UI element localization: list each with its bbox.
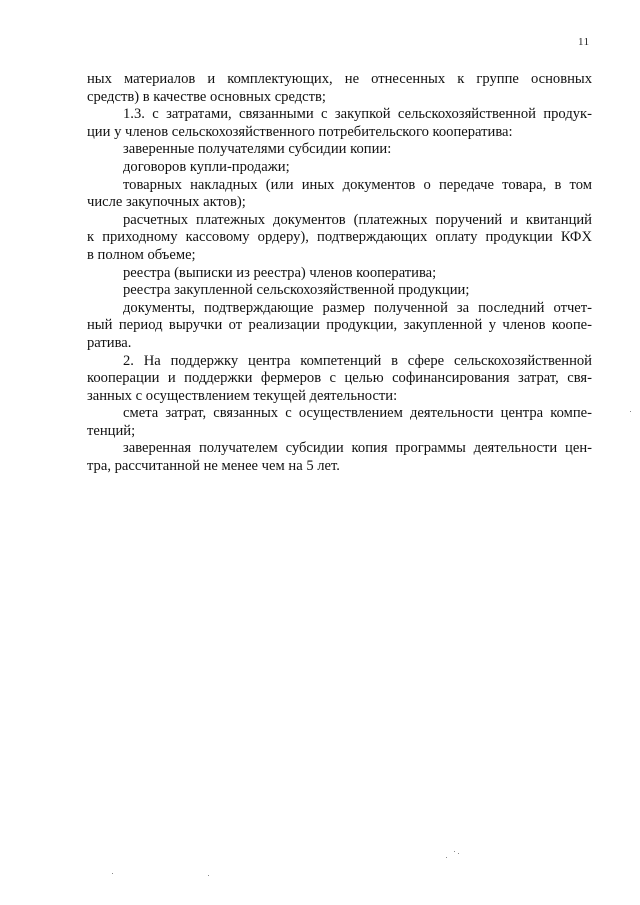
text-line: в полном объеме; (87, 246, 196, 263)
scan-speck (630, 411, 631, 412)
text-line: ных материалов и комплектующих, не отнесенных к группе основных (87, 71, 592, 87)
scan-speck (112, 873, 113, 874)
scan-speck (208, 875, 209, 876)
text-line: реестра (выписки из реестра) членов кооператива; (123, 264, 437, 281)
text-line: заверенные получателями субсидии копии: (123, 141, 392, 158)
document-body (87, 71, 592, 476)
text-line: к приходному кассовому ордеру), подтверждающих оплату продукции КФХ (87, 229, 592, 246)
text-line: 2. На поддержку центра компетенций в сфере сельскохозяйственной (123, 352, 592, 369)
text-line: товарных накладных (или иных документов о передаче товара, в том (123, 176, 592, 193)
scan-speck (446, 857, 447, 858)
text-line: договоров купли-продажи; (123, 158, 290, 175)
text-line: 1.3. с затратами, связанными с закупкой сельскохозяйственной продук- (123, 106, 592, 123)
text-line: тра, рассчитанной не менее чем на 5 лет. (87, 458, 340, 475)
text-line: ный период выручки от реализации продукции, закупленной у членов коопе- (87, 317, 592, 334)
text-line: заверенная получателем субсидии копия программы деятельности цен- (123, 440, 592, 457)
text-line: документы, подтверждающие размер полученной за последний отчет- (123, 299, 592, 316)
scan-speck (458, 853, 459, 854)
text-line: занных с осуществлением текущей деятельности: (87, 387, 398, 404)
text-line: кооперации и поддержки фермеров с целью софинансирования затрат, свя- (87, 370, 592, 387)
text-line: ции у членов сельскохозяйственного потребительского кооператива: (87, 123, 513, 140)
text-line: числе закупочных актов); (87, 194, 246, 211)
text-line: смета затрат, связанных с осуществлением деятельности центра компе- (123, 405, 592, 422)
text-line: реестра закупленной сельскохозяйственной продукции; (123, 282, 470, 299)
scan-speck (454, 851, 455, 852)
text-line: расчетных платежных документов (платежных поручений и квитанций (123, 211, 592, 228)
text-line: ратива. (87, 334, 132, 351)
page-number: 11 (578, 36, 590, 48)
text-line: средств) в качестве основных средств; (87, 88, 326, 105)
text-line: тенций; (87, 422, 136, 439)
